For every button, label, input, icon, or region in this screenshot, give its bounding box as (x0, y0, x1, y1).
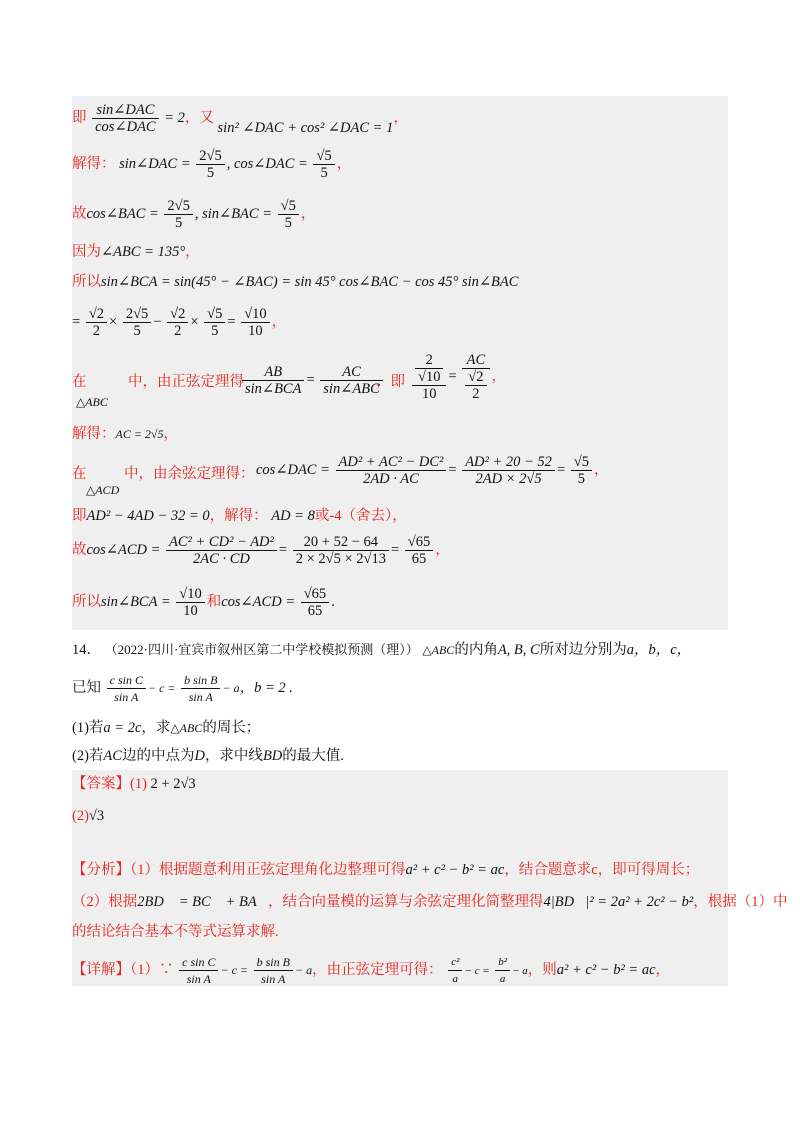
fraction: $\frac{√5}{5}$ (571, 454, 592, 487)
fraction: $\frac{√10}{10}$ (176, 586, 204, 619)
fraction: $\frac{\text{AC² + CD² − AD²}}{2AC \cdot CD}$ (166, 534, 277, 567)
analysis-line-1: 【分析】（1）根据题意利用正弦定理角化边整理可得a² + c² − b² = ac，结合题意求c，即可得周长； (72, 862, 700, 878)
fraction: $\frac{√2}{2}$ (167, 306, 188, 339)
solution-line-1: 即 $\frac{\text{sin∠DAC}}{\text{cos∠DAC}}$ = 2，又 sin² ∠DAC + cos² ∠DAC = 1， (72, 102, 408, 136)
fraction: $\frac{2√5}{5}$ (196, 148, 224, 181)
fraction: $\frac{\text{AD² + AC² − DC²}}{2AD \cdot AC}$ (336, 454, 447, 487)
fraction: $\frac{AC}{\text{sin∠ABC}}$ (320, 364, 382, 397)
solution-line-11: 故cos∠ACD = $\frac{\text{AC² + CD² − AD²}}{2AC \cdot CD}$ = $\frac{20 + 52 - 64}{2 \times 2√5 \times 2√13}$ = $\frac{√65}{65}$ ， (72, 534, 450, 567)
fraction: $\frac{2√5}{5}$ (123, 306, 151, 339)
fraction: $\frac{\text{sin∠DAC}}{\text{cos∠DAC}}$ (92, 102, 158, 135)
solution-line-3: 故cos∠BAC = $\frac{2√5}{5}$ , sin∠BAC = $\frac{√5}{5}$ ， (72, 198, 316, 231)
solution-line-2: 解得： sin∠DAC = $\frac{2√5}{5}$ , cos∠DAC = $\frac{√5}{5}$ ， (72, 148, 352, 181)
fraction: $\frac{\text{b sin B}}{\text{sin A}}$ (181, 672, 220, 705)
fraction: $\frac{√10}{10}$ (241, 306, 269, 339)
fraction: $\frac{√5}{5}$ (313, 148, 334, 181)
fraction: $\frac{AB}{\text{sin∠BCA}}$ (242, 364, 304, 397)
fraction: $\frac{√5}{5}$ (278, 198, 299, 231)
solution-line-6: = $\frac{√2}{2}$ × $\frac{2√5}{5}$ − $\frac{√2}{2}$ × $\frac{√5}{5}$ = $\frac{√10}{10}$ ， (72, 306, 287, 339)
fraction: $\frac{2√5}{5}$ (164, 198, 192, 231)
solution-line-12: 所以sin∠BCA = $\frac{√10}{10}$ 和cos∠ACD = $\frac{√65}{65}$ . (72, 586, 335, 619)
fraction: $\frac{\text{AD² + 20 − 52}}{2AD \times 2√5}$ (462, 454, 555, 487)
solution-block: 即 $\frac{\text{sin∠DAC}}{\text{cos∠DAC}}$ = 2，又 sin² ∠DAC + cos² ∠DAC = 1， 解得： sin∠DAC = $\frac{2√5}{5}$ , cos∠DAC = $\frac{√5}{5}$ ， 故cos∠BAC = $\frac{2√5}{5}$ , sin∠BAC = $\frac{√5}{5}$ ， 因为∠ABC = 135°， 所以sin∠BCA = sin(45° − ∠BAC) = sin 45° cos∠BAC − cos 45° sin∠BAC = $\frac{√2}{2}$ × $\frac{2√5}{5}$ − $\frac{√2}{2}$ × $\frac{√5}{5}$ = $\frac{√10}{10}$ ， 在 △ABC 中，由正弦定理得 $\frac{AB}{\text{sin∠BCA}}$ = $\frac{AC}{\text{sin∠ABC}}$ ，即 $\frac{\frac{2}{√10}}{10}$ = $\frac{AC}{\frac{√2}{2}}$ ， 解得：AC = 2√5， 在 △ACD 中，由余弦定理得： cos∠DAC = $\frac{\text{AD² + AC² − DC²}}{2AD \cdot AC}$ = $\frac{\text{AD² + 20 − 52}}{2AD \times 2√5}$ = $\frac{√5}{5}$ ， 即AD² − 4AD − 32 = 0，解得： AD = 8或-4（舍去）， 故cos∠ACD = $\frac{\text{AC² + CD² − AD²}}{2AC \cdot CD}$ = $\frac{20 + 52 - 64}{2 \times 2√5 \times 2√13}$ = $\frac{√65}{65}$ ， 所以sin∠BCA = $\frac{√10}{10}$ 和cos∠ACD = $\frac{√65}{65}$ . (72, 96, 728, 630)
problem-question-2: (2)若AC边的中点为D，求中线BD的最大值. (72, 748, 344, 764)
solution-line-5: 所以sin∠BCA = sin(45° − ∠BAC) = sin 45° cos∠BAC − cos 45° sin∠BAC (72, 274, 519, 290)
analysis-line-3: 的结论结合基本不等式运算求解. (72, 924, 279, 940)
fraction: $\frac{\text{c²}}{a}$ (448, 954, 462, 987)
fraction: $\frac{\text{c sin C}}{\text{sin A}}$ (107, 672, 146, 705)
problem-line-2: 已知 $\frac{\text{c sin C}}{\text{sin A}}$ − c = $\frac{\text{b sin B}}{\text{sin A}}$ − a，b = 2 . (72, 673, 293, 704)
fraction: $\frac{√65}{65}$ (405, 534, 433, 567)
problem-line-1: 14． （2022·四川·宜宾市叙州区第二中学校模拟预测（理）） △ABC的内角A, B, C所对边分别为a，b，c， (72, 642, 692, 658)
fraction: $\frac{√5}{5}$ (204, 306, 225, 339)
problem-question-1: (1)若a = 2c，求△ABC的周长； (72, 720, 261, 736)
fraction: $\frac{\text{b sin B}}{\text{sin A}}$ (254, 954, 293, 987)
solution-line-10: 即AD² − 4AD − 32 = 0，解得： AD = 8或-4（舍去）， (72, 508, 407, 524)
solution-line-4: 因为∠ABC = 135°， (72, 244, 200, 260)
answer-line-1: 【答案】(1) 2 + 2√3 (72, 776, 196, 792)
answer-line-2: (2)√3 (72, 808, 105, 824)
analysis-line-2: （2）根据2BD⃗ = BC⃗ + BA⃗，结合向量模的运算与余弦定理化简整理得4|BD⃗|² = 2a² + 2c² − b²，根据（1）中 (72, 894, 788, 910)
fraction: $\frac{\text{c sin C}}{\text{sin A}}$ (179, 954, 218, 987)
fraction: $\frac{√65}{65}$ (301, 586, 329, 619)
fraction: $\frac{\frac{2}{√10}}{10}$ (412, 352, 446, 402)
detail-line-1: 【详解】（1）∵ $\frac{\text{c sin C}}{\text{sin A}}$ − c = $\frac{\text{b sin B}}{\text{sin A}}$ − a，由正弦定理可得： $\frac{\text{c²}}{a}$ − c = $\frac{\text{b²}}{a}$ − a，则a² + c² − b² = ac， (72, 955, 671, 986)
fraction: $\frac{\text{b²}}{a}$ (495, 954, 510, 987)
solution-line-8: 解得：AC = 2√5， (72, 426, 179, 442)
answer-block (72, 770, 788, 986)
fraction: $\frac{20 + 52 - 64}{2 \times 2√5 \times 2√13}$ (293, 534, 389, 567)
fraction: $\frac{√2}{2}$ (86, 306, 107, 339)
fraction: $\frac{AC}{\frac{√2}{2}}$ (462, 352, 489, 402)
